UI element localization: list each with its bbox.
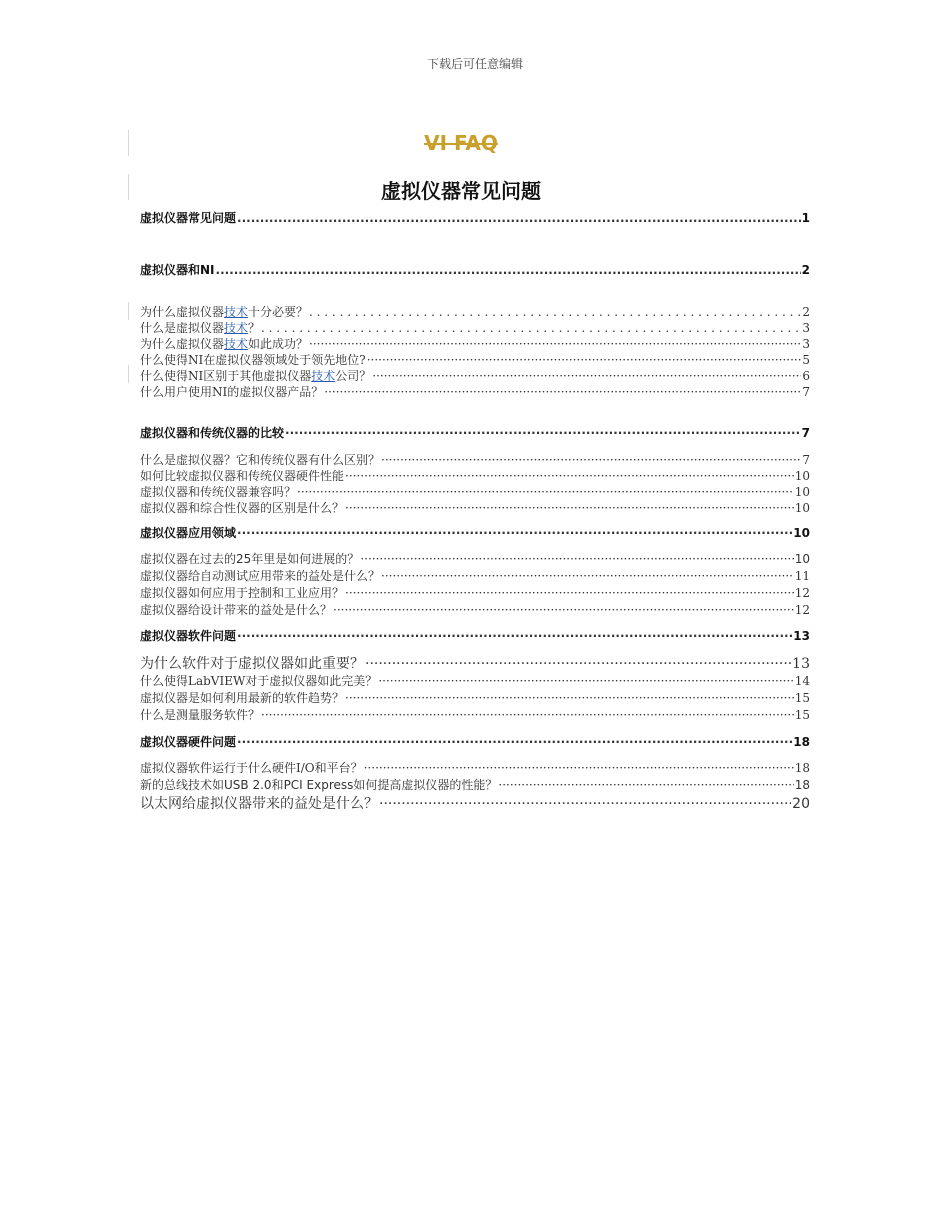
toc-leader — [261, 321, 801, 335]
toc-entry-row[interactable] — [140, 672, 810, 689]
toc-entry-row[interactable] — [140, 567, 810, 584]
toc-entry-label: 虚拟仪器在过去的25年里是如何进展的？ — [140, 552, 360, 566]
toc-page-number: 3 — [802, 321, 810, 335]
toc-entry-row[interactable] — [140, 303, 810, 320]
toc-leader — [498, 778, 793, 792]
toc-leader — [237, 629, 792, 643]
toc-entry-row[interactable] — [140, 319, 810, 336]
toc-entry-label: 虚拟仪器是如何利用最新的软件趋势？ — [140, 691, 345, 705]
toc-entry-label: 虚拟仪器给设计带来的益处是什么？ — [140, 603, 333, 617]
toc-page-number: 15 — [794, 691, 810, 705]
toc-entry-label: 什么是测量服务软件？ — [140, 708, 261, 722]
toc-leader — [309, 305, 801, 319]
toc-entry-row[interactable] — [140, 793, 810, 813]
toc-entry-label: 什么使得NI区别于其他虚拟仪器技术公司？ — [140, 369, 372, 383]
document-subtitle: 虚拟仪器常见问题 — [381, 179, 541, 203]
document-title: VI FAQ — [424, 131, 498, 155]
toc-section-row[interactable] — [140, 627, 810, 644]
toc-section-row[interactable] — [140, 209, 810, 226]
toc-entry-row[interactable] — [140, 601, 810, 618]
toc-page-number: 10 — [793, 526, 810, 540]
toc-entry-row[interactable] — [140, 776, 810, 793]
toc-leader — [345, 691, 794, 705]
toc-leader — [364, 761, 794, 775]
toc-page-number: 7 — [802, 385, 810, 399]
toc-page-number: 2 — [801, 263, 810, 277]
toc-entry-label: 为什么虚拟仪器技术十分必要？ — [140, 305, 309, 319]
toc-page-number: 6 — [802, 369, 810, 383]
toc-leader — [378, 674, 793, 688]
toc-entry-label: 什么是虚拟仪器？它和传统仪器有什么区别？ — [140, 453, 381, 467]
keyword-link[interactable]: 技术 — [311, 369, 336, 383]
toc-leader — [367, 353, 802, 367]
toc-section-label: 虚拟仪器常见问题 — [140, 211, 237, 225]
margin-marker — [128, 302, 129, 320]
toc-page-number: 15 — [794, 708, 810, 722]
toc-entry-row[interactable] — [140, 759, 810, 776]
toc-section-row[interactable] — [140, 261, 810, 278]
toc-leader — [345, 501, 794, 515]
toc-section-label: 虚拟仪器和NI — [140, 263, 215, 277]
header-note: 下载后可任意编辑 — [426, 57, 523, 71]
toc-page-number: 20 — [792, 796, 810, 812]
toc-page-number: 5 — [802, 353, 810, 367]
toc-leader — [216, 263, 801, 277]
toc-entry-row[interactable] — [140, 706, 810, 723]
keyword-link[interactable]: 技术 — [224, 337, 249, 351]
toc-page-number: 18 — [794, 778, 810, 792]
toc-page-number: 13 — [792, 656, 810, 672]
toc-entry-label: 虚拟仪器软件运行于什么硬件I/O和平台？ — [140, 761, 363, 775]
toc-page-number: 18 — [793, 735, 810, 749]
toc-page-number: 1 — [801, 211, 810, 225]
toc-section-label: 虚拟仪器软件问题 — [140, 629, 237, 643]
keyword-link[interactable]: 技术 — [224, 321, 249, 335]
toc-entry-label: 如何比较虚拟仪器和传统仪器硬件性能 — [140, 469, 345, 483]
toc-leader — [237, 526, 792, 540]
toc-entry-row[interactable] — [140, 367, 810, 384]
toc-leader — [261, 708, 794, 722]
toc-leader — [345, 469, 794, 483]
toc-leader — [345, 586, 794, 600]
toc-entry-row[interactable] — [140, 550, 810, 567]
toc-entry-label: 什么使得LabVIEW对于虚拟仪器如此完美？ — [140, 674, 378, 688]
toc-entry-label: 以太网给虚拟仪器带来的益处是什么？ — [140, 796, 378, 812]
toc-entry-label: 虚拟仪器和传统仪器兼容吗？ — [140, 485, 297, 499]
toc-leader — [324, 385, 801, 399]
toc-leader — [365, 656, 791, 672]
toc-entry-row[interactable] — [140, 689, 810, 706]
toc-page-number: 11 — [794, 569, 810, 583]
toc-leader — [309, 337, 801, 351]
toc-entry-row[interactable] — [140, 499, 810, 516]
toc-leader — [297, 485, 794, 499]
toc-entry-row[interactable] — [140, 383, 810, 400]
toc-entry-row[interactable] — [140, 483, 810, 500]
toc-entry-label: 虚拟仪器如何应用于控制和工业应用？ — [140, 586, 345, 600]
toc-entry-row[interactable] — [140, 351, 810, 368]
toc-entry-row[interactable] — [140, 451, 810, 468]
toc-entry-label: 为什么虚拟仪器技术如此成功？ — [140, 337, 309, 351]
toc-entry-label: 新的总线技术如USB 2.0和PCI Express如何提高虚拟仪器的性能？ — [140, 778, 498, 792]
toc-section-row[interactable] — [140, 733, 810, 750]
toc-page-number: 10 — [794, 469, 810, 483]
toc-entry-label: 为什么软件对于虚拟仪器如此重要？ — [140, 656, 364, 672]
toc-leader — [237, 735, 792, 749]
toc-leader — [237, 211, 801, 225]
toc-entry-label: 什么用户使用NI的虚拟仪器产品？ — [140, 385, 324, 399]
toc-entry-row[interactable] — [140, 335, 810, 352]
toc-page-number: 3 — [802, 337, 810, 351]
toc-leader — [333, 603, 794, 617]
toc-section-row[interactable] — [140, 524, 810, 541]
toc-leader — [372, 369, 801, 383]
toc-entry-row[interactable] — [140, 584, 810, 601]
toc-section-label: 虚拟仪器应用领域 — [140, 526, 237, 540]
toc-page-number: 7 — [801, 426, 810, 440]
toc-page-number: 2 — [802, 305, 810, 319]
toc-section-label: 虚拟仪器和传统仪器的比较 — [140, 426, 285, 440]
toc-leader — [381, 569, 794, 583]
toc-entry-label: 什么使得NI在虚拟仪器领域处于领先地位? — [140, 353, 366, 367]
toc-page-number: 10 — [794, 501, 810, 515]
toc-leader — [360, 552, 793, 566]
toc-entry-row[interactable] — [140, 653, 810, 673]
margin-marker — [128, 365, 129, 383]
toc-entry-label: 虚拟仪器给自动测试应用带来的益处是什么？ — [140, 569, 381, 583]
toc-leader — [285, 426, 801, 440]
toc-entry-row[interactable] — [140, 467, 810, 484]
toc-entry-label: 虚拟仪器和综合性仪器的区别是什么？ — [140, 501, 345, 515]
toc-leader — [379, 796, 791, 812]
toc-entry-label: 什么是虚拟仪器技术？ — [140, 321, 261, 335]
keyword-link[interactable]: 技术 — [224, 305, 249, 319]
toc-page-number: 7 — [802, 453, 810, 467]
toc-page-number: 10 — [794, 552, 810, 566]
toc-page-number: 13 — [793, 629, 810, 643]
toc-page-number: 18 — [794, 761, 810, 775]
toc-section-label: 虚拟仪器硬件问题 — [140, 735, 237, 749]
toc-page-number: 12 — [794, 603, 810, 617]
toc-page-number: 14 — [794, 674, 810, 688]
toc-page-number: 12 — [794, 586, 810, 600]
toc-page-number: 10 — [794, 485, 810, 499]
toc-section-row[interactable] — [140, 424, 810, 441]
toc-leader — [381, 453, 801, 467]
